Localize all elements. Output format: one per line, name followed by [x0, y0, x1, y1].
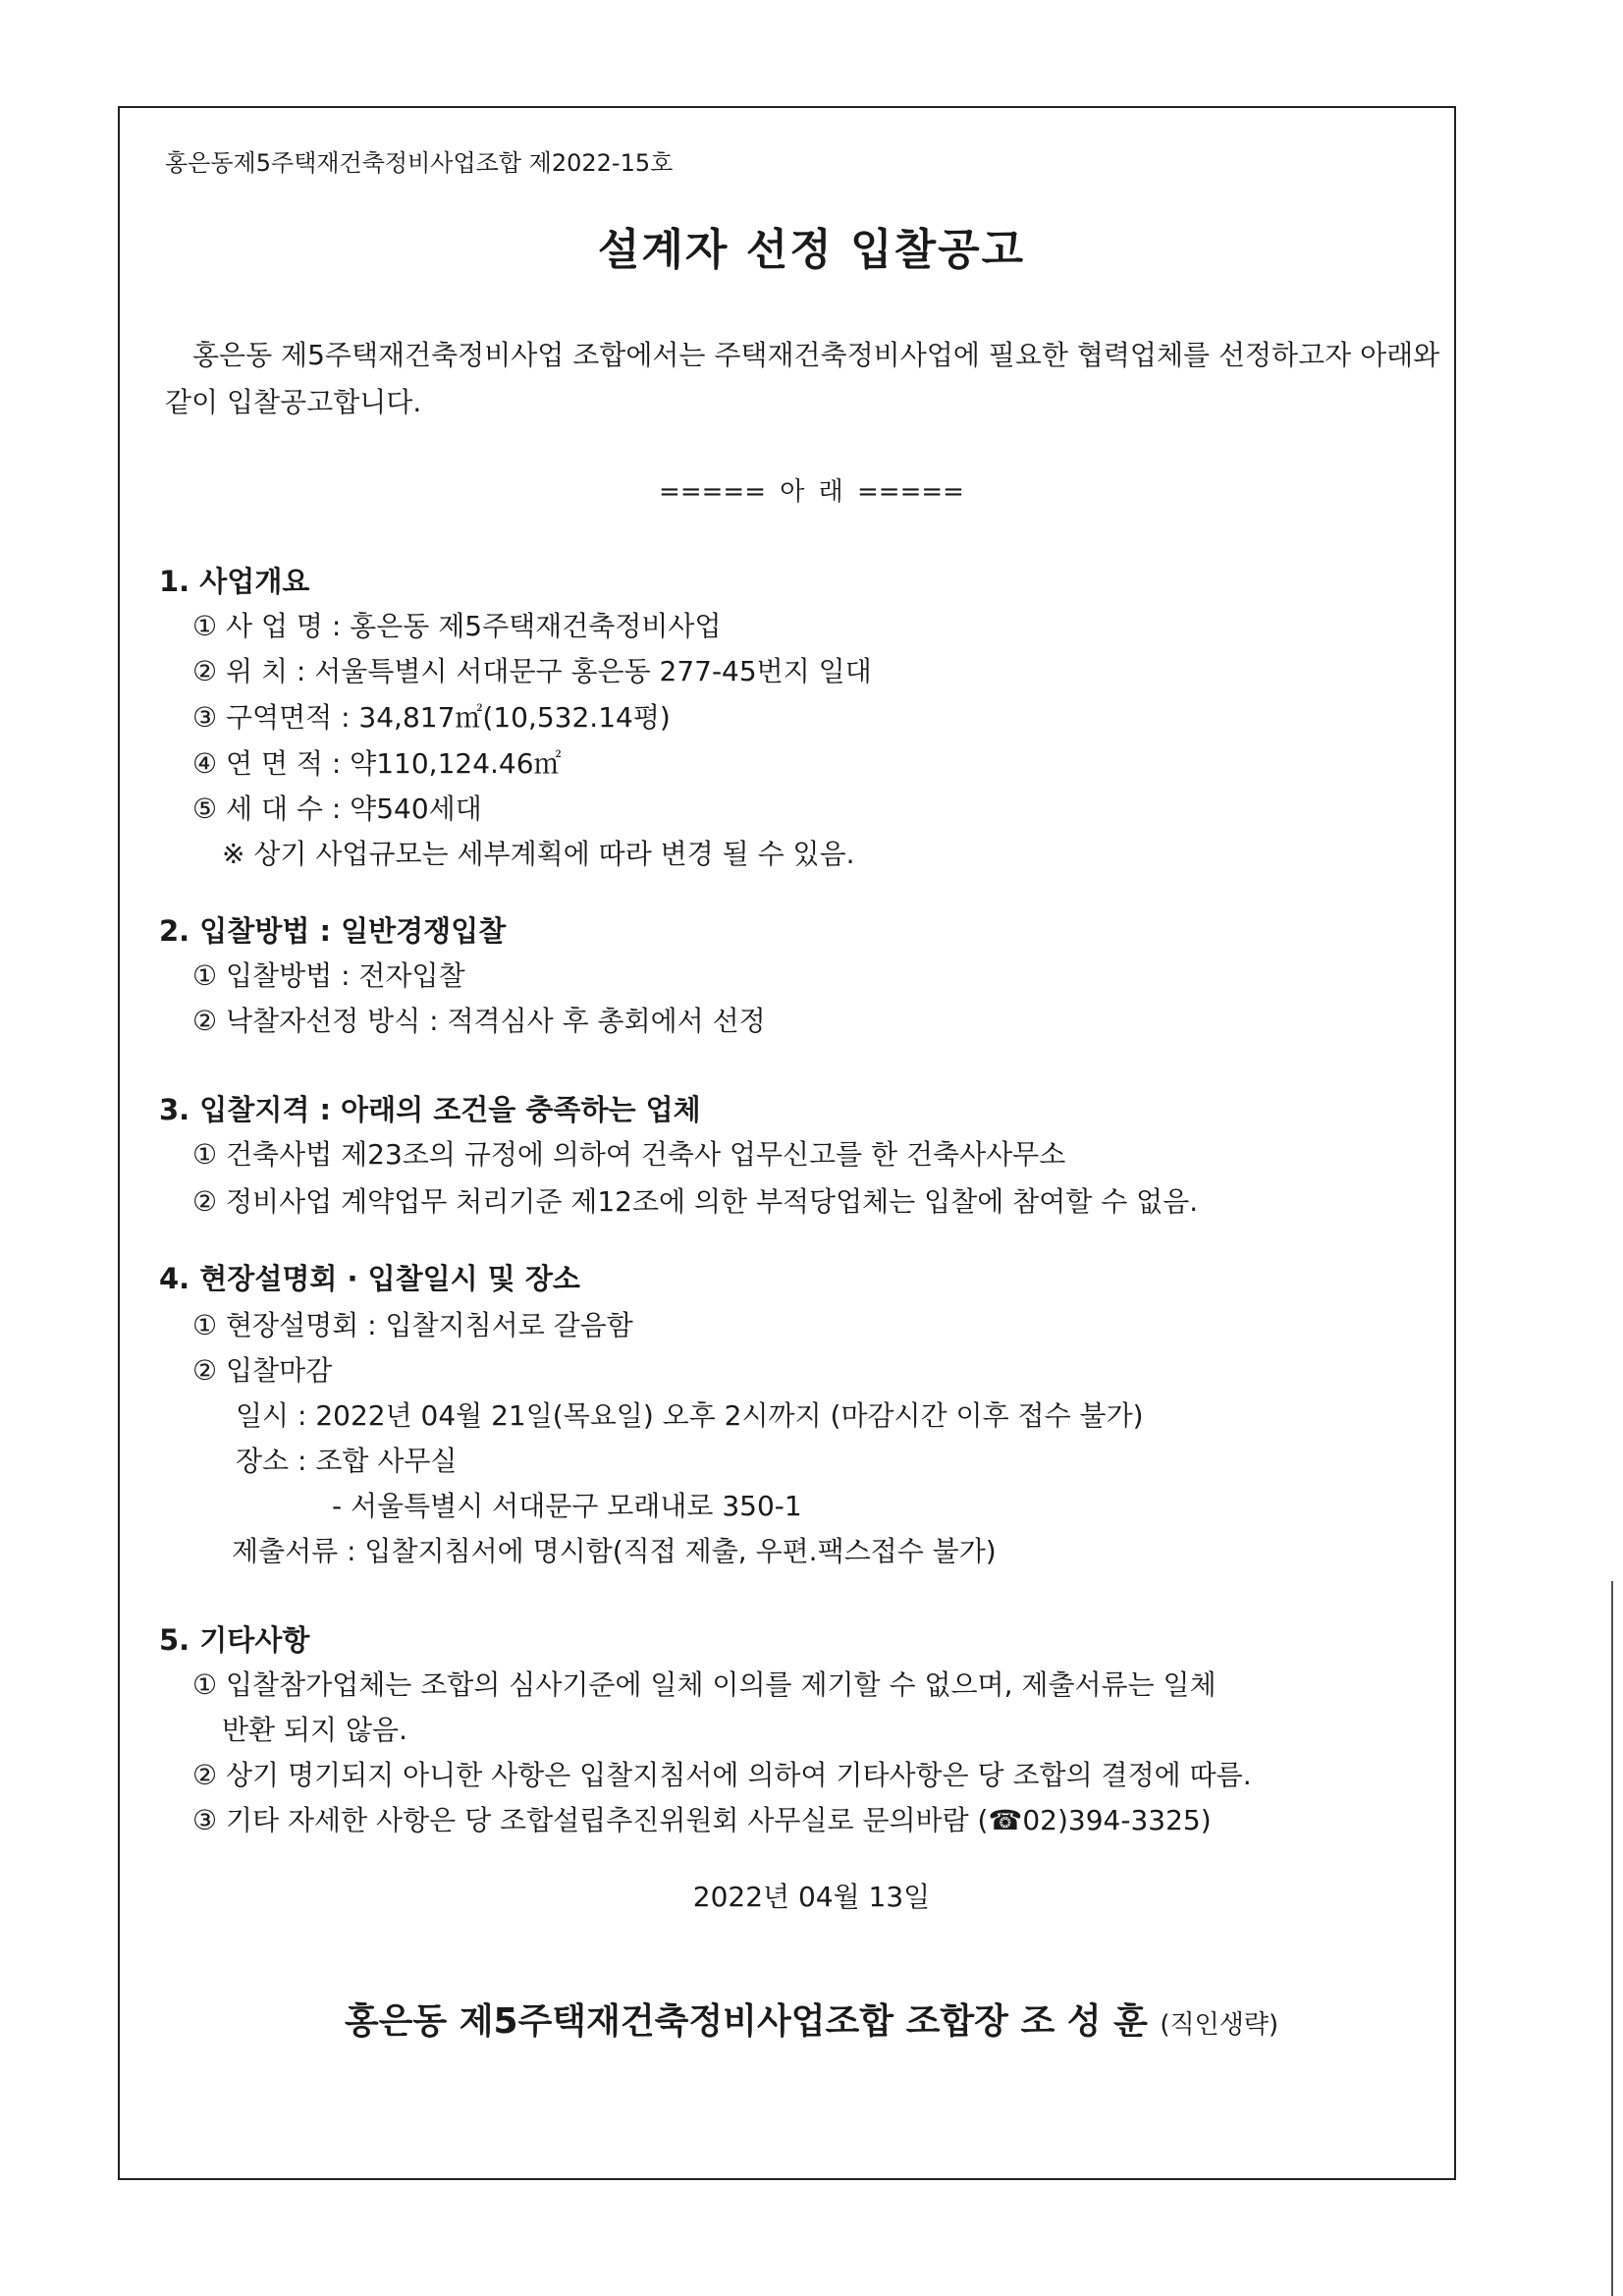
section-divider-arae: ===== 아 래 ===== — [659, 477, 964, 507]
section-5-item-continued: 반환 되지 않음. — [222, 1714, 407, 1746]
section-2-item: ② 낙찰자선정 방식 : 적격심사 후 총회에서 선정 — [192, 1005, 766, 1037]
section-1-item: ① 사 업 명 : 홍은동 제5주택재건축정비사업 — [192, 610, 722, 642]
section-1-item: ④ 연 면 적 : 약110,124.46㎡ — [192, 747, 562, 780]
section-1-item: ⑤ 세 대 수 : 약540세대 — [192, 793, 482, 825]
scan-edge-line — [1611, 1581, 1613, 2296]
section-1-item: ② 위 치 : 서울특별시 서대문구 홍은동 277-45번지 일대 — [192, 655, 872, 687]
section-5-item: ① 입찰참가업체는 조합의 심사기준에 일체 이의를 제기할 수 없으며, 제출서류는 일체 — [192, 1668, 1217, 1701]
section-3-item: ① 건축사법 제23조의 규정에 의하여 건축사 업무신고를 한 건축사사무소 — [192, 1138, 1066, 1171]
bid-deadline-datetime: 일시 : 2022년 04월 21일(목요일) 오후 2시까지 (마감시간 이후 접수 불가) — [236, 1399, 1144, 1432]
document-number: 홍은동제5주택재건축정비사업조합 제2022-15호 — [165, 149, 674, 177]
section-1-item: ③ 구역면적 : 34,817㎡(10,532.14평) — [192, 701, 671, 734]
intro-paragraph: 홍은동 제5주택재건축정비사업 조합에서는 주택재건축정비사업에 필요한 협력업체를 선정하고자 아래와 같이 입찰공고합니다. — [165, 339, 1440, 418]
section-3-heading: 3. 입찰지격 : 아래의 조건을 충족하는 업체 — [159, 1093, 701, 1126]
signature-name: 홍은동 제5주택재건축정비사업조합 조합장 조 성 훈 — [344, 2001, 1148, 2042]
section-1-note: ※ 상기 사업규모는 세부계획에 따라 변경 될 수 있음. — [222, 838, 855, 870]
bid-place: 장소 : 조합 사무실 — [236, 1445, 458, 1477]
section-2-heading: 2. 입찰방법 : 일반경쟁입찰 — [159, 914, 507, 948]
bid-place-address: - 서울특별시 서대문구 모래내로 350-1 — [332, 1490, 802, 1522]
section-1-heading: 1. 사업개요 — [159, 565, 310, 598]
signature-line — [0, 1994, 1623, 2044]
seal-omitted-note: (직인생략) — [1160, 2010, 1279, 2040]
section-5-heading: 5. 기타사항 — [159, 1623, 310, 1657]
section-4-item: ① 현장설명회 : 입찰지침서로 갈음함 — [192, 1309, 633, 1341]
bid-documents: 제출서류 : 입찰지침서에 명시함(직접 제출, 우편.팩스접수 불가) — [232, 1535, 997, 1567]
page-title: 설계자 선정 입찰공고 — [597, 225, 1026, 275]
section-5-item: ③ 기타 자세한 사항은 당 조합설립추진위원회 사무실로 문의바람 (☎02)394-3325) — [192, 1804, 1212, 1836]
section-4-item: ② 입찰마감 — [192, 1354, 333, 1387]
section-4-heading: 4. 현장설명회 · 입찰일시 및 장소 — [159, 1262, 580, 1295]
section-2-item: ① 입찰방법 : 전자입찰 — [192, 959, 465, 992]
notice-date: 2022년 04월 13일 — [692, 1881, 931, 1913]
section-5-item: ② 상기 명기되지 아니한 사항은 입찰지침서에 의하여 기타사항은 당 조합의 결정에 따름. — [192, 1759, 1252, 1791]
section-3-item: ② 정비사업 계약업무 처리기준 제12조에 의한 부적당업체는 입찰에 참여할 수 없음. — [192, 1185, 1199, 1218]
